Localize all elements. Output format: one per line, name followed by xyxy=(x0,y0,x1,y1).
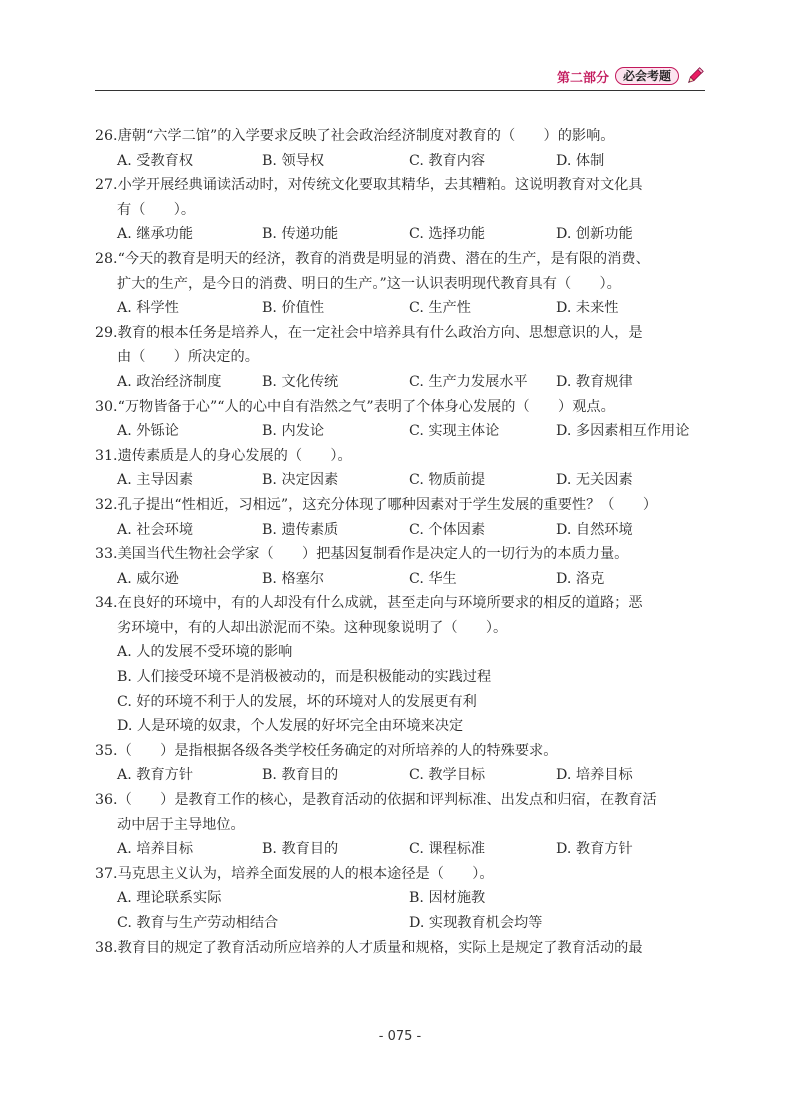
question-stem-line: 小学开展经典诵读活动时，对传统文化要取其精华，去其糟粕。这说明教育对文化具 xyxy=(117,177,643,194)
answer-option: C. 华生 xyxy=(409,570,457,587)
question-stem-line: （ ）是指根据各级各类学校任务确定的对所培养的人的特殊要求。 xyxy=(117,742,558,759)
question-number: 35. xyxy=(95,742,118,759)
answer-option: D. 实现教育机会均等 xyxy=(409,915,543,931)
question-stem-line: 教育的根本任务是培养人，在一定社会中培养具有什么政治方向、思想意识的人，是 xyxy=(117,324,643,341)
answer-option: C. 教学目标 xyxy=(409,767,486,784)
question-item xyxy=(95,247,709,321)
question-stem-line: 在良好的环境中，有的人却没有什么成就，甚至走向与环境所要求的相反的道路；恶 xyxy=(117,595,643,612)
question-stem-line: 遗传素质是人的身心发展的（ ）。 xyxy=(117,447,352,464)
question-number: 36. xyxy=(95,792,118,809)
question-item xyxy=(95,591,709,739)
answer-option: C. 教育内容 xyxy=(409,152,486,169)
question-item xyxy=(95,444,709,493)
question-number: 30. xyxy=(95,398,118,415)
answer-option: D. 人是环境的奴隶，个人发展的好坏完全由环境来决定 xyxy=(117,718,464,735)
answer-option: A. 社会环境 xyxy=(117,521,194,538)
options-group xyxy=(95,296,709,321)
question-item xyxy=(95,739,709,788)
question-item xyxy=(95,542,709,591)
answer-option: A. 主导因素 xyxy=(117,472,194,489)
page-header xyxy=(95,66,705,91)
question-number: 28. xyxy=(95,250,118,267)
answer-option: A. 培养目标 xyxy=(117,841,194,858)
options-group xyxy=(95,886,709,935)
question-number: 37. xyxy=(95,865,118,882)
question-number: 26. xyxy=(95,128,118,144)
part-label: 第二部分 xyxy=(556,70,609,86)
options-group xyxy=(95,222,709,247)
section-pill: 必会考题 xyxy=(615,67,679,85)
question-stem-line: 由（ ）所决定的。 xyxy=(117,349,259,366)
answer-option: D. 培养目标 xyxy=(556,767,633,784)
question-item xyxy=(95,124,709,173)
question-stem-line: 教育目的规定了教育活动所应培养的人才质量和规格，实际上是规定了教育活动的最 xyxy=(117,939,643,956)
answer-option: D. 教育方针 xyxy=(556,841,633,858)
question-stem-line: 扩大的生产，是今日的消费、明日的生产。”这一认识表明现代教育具有（ ）。 xyxy=(117,275,621,292)
options-group xyxy=(95,567,709,592)
options-group xyxy=(95,419,709,444)
question-number: 27. xyxy=(95,177,118,194)
question-item xyxy=(95,173,709,247)
pencil-icon xyxy=(685,66,705,86)
answer-option: C. 课程标准 xyxy=(409,841,486,858)
answer-option: D. 多因素相互作用论 xyxy=(556,423,690,440)
question-number: 34. xyxy=(95,595,118,612)
answer-option: D. 体制 xyxy=(556,152,605,169)
answer-option: A. 教育方针 xyxy=(117,767,194,784)
options-group xyxy=(95,149,709,174)
options-group xyxy=(95,763,709,788)
question-stem-line: “今天的教育是明天的经济，教育的消费是明显的消费、潜在的生产，是有限的消费、 xyxy=(117,250,650,267)
answer-option: B. 遗传素质 xyxy=(262,521,339,538)
question-stem-line: 劣环境中，有的人却出淤泥而不染。这种现象说明了（ ）。 xyxy=(117,619,508,636)
question-number: 32. xyxy=(95,496,118,513)
answer-option: B. 教育目的 xyxy=(262,767,339,784)
question-number: 29. xyxy=(95,324,118,341)
answer-option: B. 内发论 xyxy=(262,423,325,440)
question-list xyxy=(95,124,709,960)
question-number: 38. xyxy=(95,939,118,956)
answer-option: A. 科学性 xyxy=(117,300,179,317)
question-stem-line: 马克思主义认为，培养全面发展的人的根本途径是（ ）。 xyxy=(117,865,494,882)
answer-option: C. 实现主体论 xyxy=(409,423,500,440)
options-group xyxy=(95,518,709,543)
question-number: 33. xyxy=(95,546,118,563)
options-group xyxy=(95,837,709,862)
answer-option: A. 威尔逊 xyxy=(117,570,179,587)
options-group xyxy=(95,370,709,395)
question-number: 31. xyxy=(95,447,118,464)
answer-option: C. 教育与生产劳动相结合 xyxy=(117,915,279,931)
answer-option: D. 教育规律 xyxy=(556,373,633,390)
answer-option: C. 物质前提 xyxy=(409,472,486,489)
answer-option: B. 格塞尔 xyxy=(262,570,325,587)
question-stem-line: 孔子提出“性相近，习相远”，这充分体现了哪种因素对于学生发展的重要性？（ ） xyxy=(117,496,658,513)
question-item xyxy=(95,321,709,395)
answer-option: B. 决定因素 xyxy=(262,472,339,489)
question-item xyxy=(95,493,709,542)
question-item xyxy=(95,395,709,444)
answer-option: D. 无关因素 xyxy=(556,472,633,489)
question-stem-line: “万物皆备于心”“人的心中自有浩然之气”表明了个体身心发展的（ ）观点。 xyxy=(117,398,615,415)
answer-option: B. 因材施教 xyxy=(409,890,486,907)
answer-option: B. 教育目的 xyxy=(262,841,339,858)
question-item xyxy=(95,862,709,936)
answer-option: C. 好的环境不利于人的发展，坏的环境对人的发展更有利 xyxy=(117,693,477,710)
answer-option: C. 选择功能 xyxy=(409,226,486,243)
question-stem-line: （ ）是教育工作的核心，是教育活动的依据和评判标准、出发点和归宿，在教育活 xyxy=(117,792,657,809)
answer-option: D. 未来性 xyxy=(556,300,619,317)
question-stem-line: 唐朝“六学二馆”的入学要求反映了社会政治经济制度对教育的（ ）的影响。 xyxy=(117,128,615,144)
options-group xyxy=(95,468,709,493)
answer-option: A. 政治经济制度 xyxy=(117,373,222,390)
answer-option: A. 继承功能 xyxy=(117,226,194,243)
answer-option: C. 生产力发展水平 xyxy=(409,373,528,390)
answer-option: B. 领导权 xyxy=(262,152,325,169)
answer-option: C. 个体因素 xyxy=(409,521,486,538)
answer-option: B. 价值性 xyxy=(262,300,325,317)
answer-option: D. 自然环境 xyxy=(556,521,633,538)
question-stem-line: 有（ ）。 xyxy=(117,201,196,218)
answer-option: A. 理论联系实际 xyxy=(117,890,222,907)
answer-option: A. 人的发展不受环境的影响 xyxy=(117,644,293,661)
answer-option: A. 受教育权 xyxy=(117,152,194,169)
answer-option: C. 生产性 xyxy=(409,300,471,317)
answer-option: B. 人们接受环境不是消极被动的，而是积极能动的实践过程 xyxy=(117,669,492,686)
header-section-label xyxy=(557,66,705,86)
question-item xyxy=(95,788,709,862)
options-group xyxy=(95,640,709,738)
answer-option: B. 传递功能 xyxy=(262,226,339,243)
answer-option: A. 外铄论 xyxy=(117,423,179,440)
question-item xyxy=(95,936,709,961)
question-stem-line: 美国当代生物社会学家（ ）把基因复制看作是决定人的一切行为的本质力量。 xyxy=(117,546,629,563)
page-number: - 075 - xyxy=(378,1029,422,1044)
question-stem-line: 动中居于主导地位。 xyxy=(117,816,245,833)
answer-option: B. 文化传统 xyxy=(262,373,339,390)
answer-option: D. 洛克 xyxy=(556,570,605,587)
answer-option: D. 创新功能 xyxy=(556,226,633,243)
